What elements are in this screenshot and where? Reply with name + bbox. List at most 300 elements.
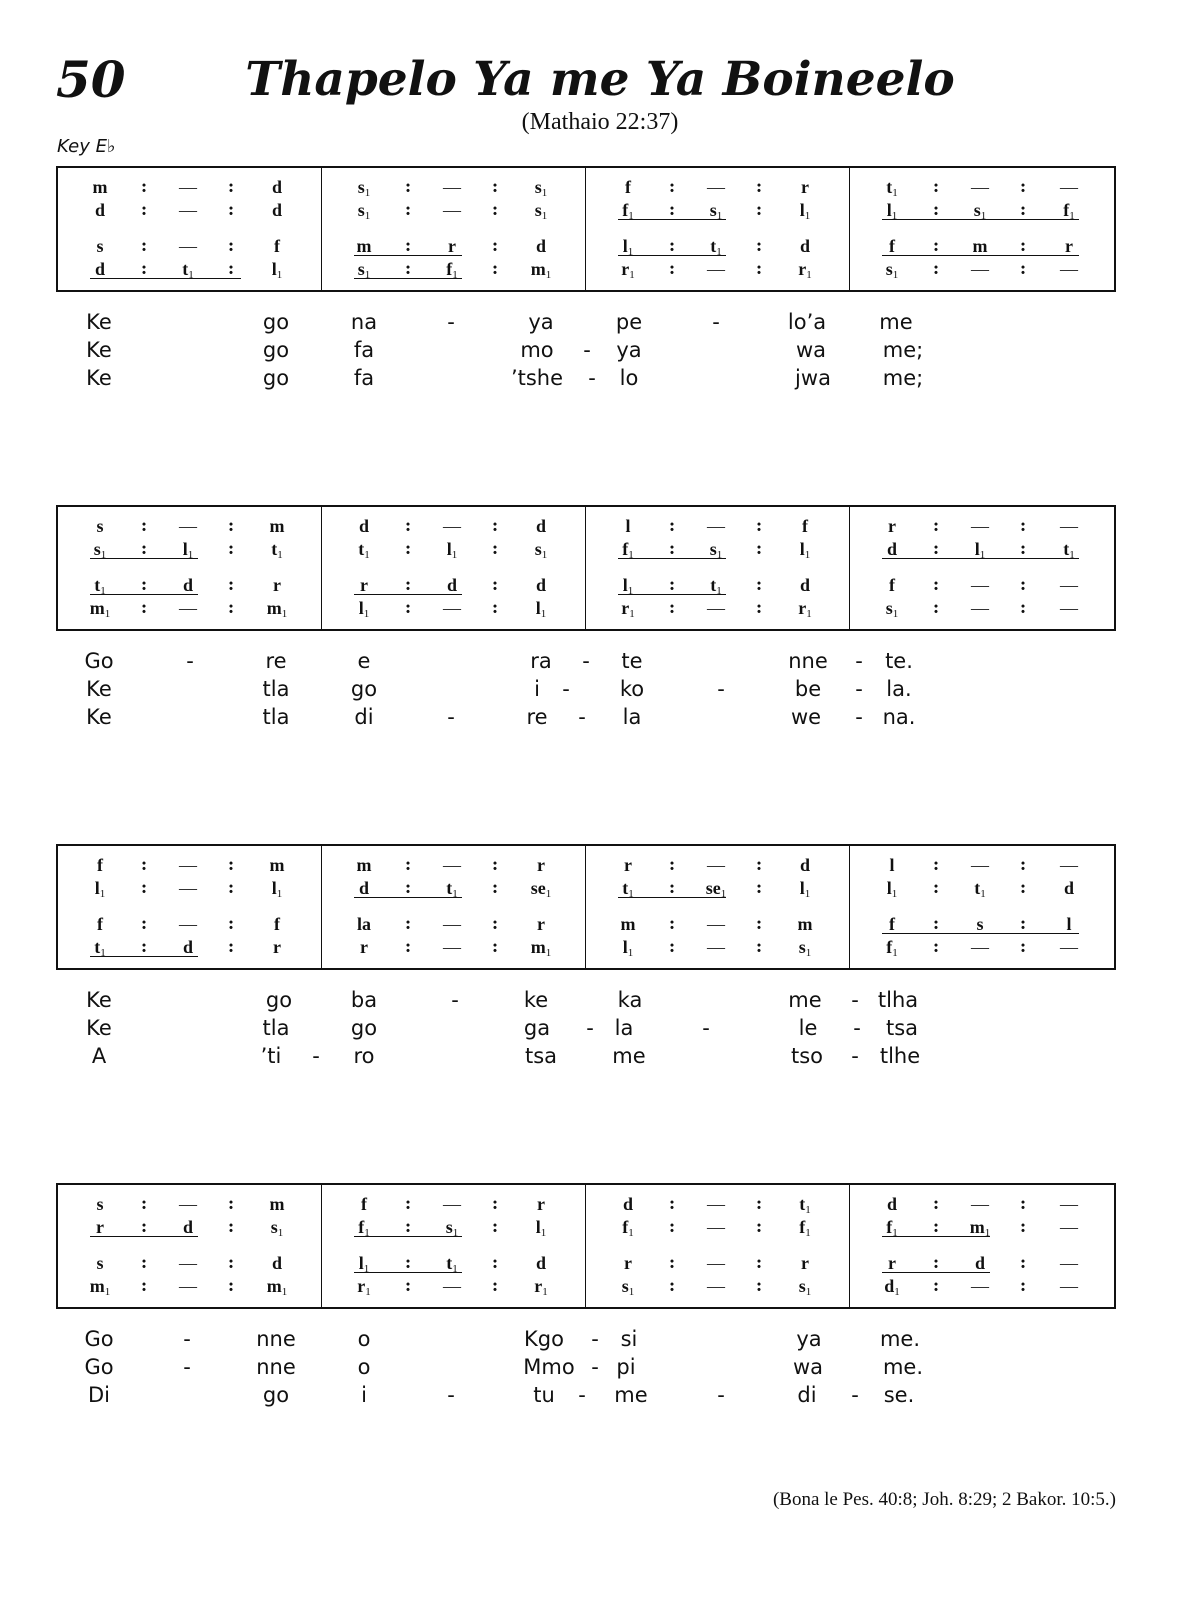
note-letter: m [620,914,636,934]
beat-separator: : [668,259,676,279]
solfa-note [349,538,379,566]
hold-dash: — [179,200,197,220]
lyric-syllable: se. [883,1383,915,1407]
hold-dash: — [1060,259,1078,279]
octave-mark: 1 [277,549,283,561]
octave-mark: 1 [892,269,899,281]
note-letter: m [969,1217,985,1237]
lyric-syllable: Kgo [524,1327,564,1351]
alto-part [850,1216,1114,1238]
hold-dash: — [707,259,725,279]
lyrics-block-2 [56,647,1116,731]
tenor-part [58,574,321,596]
octave-mark: 1 [364,269,371,281]
note-letter: d [886,539,897,559]
soprano-part [58,176,321,198]
octave-mark: 1 [542,1286,548,1298]
solfa-note [613,199,643,227]
syllable-hyphen: - [183,1355,191,1379]
octave-mark: 1 [627,246,634,258]
syllable-hyphen: - [717,677,725,701]
beat-separator: : [227,177,235,197]
solfa-note [85,235,115,257]
solfa-note [262,538,292,566]
lyric-syllable: me. [879,1327,921,1351]
beat-separator: : [491,236,499,256]
verse-3-line [56,364,1116,392]
solfa-note [173,258,203,286]
syllable-hyphen: - [702,1016,710,1040]
note-letter: s [534,177,542,197]
beat-separator: : [755,200,763,220]
beat-separator: : [227,598,235,618]
octave-mark: 1 [281,1286,288,1298]
note-letter: l [358,1253,364,1273]
note-letter: f [622,539,629,559]
solfa-note [965,199,995,227]
octave-mark: 1 [804,210,811,222]
music-system-1 [56,166,1116,292]
note-letter: f [799,1217,806,1237]
note-letter: s [357,259,365,279]
octave-mark: 1 [806,608,812,620]
syllable-hyphen: - [851,1383,859,1407]
soprano-part [586,854,849,876]
beat-separator: : [491,539,499,559]
beat-separator: : [227,1276,235,1296]
note-letter: l [622,236,628,256]
note-letter: d [886,1194,897,1214]
hold-dash: — [443,855,461,875]
note-letter: f [274,914,280,934]
soprano-part [322,176,585,198]
note-letter: l [886,200,892,220]
lyric-syllable: Go [84,1355,114,1379]
solfa-note [965,877,995,905]
note-letter: r [273,937,281,957]
octave-mark: 1 [716,246,722,258]
solfa-note [526,1252,556,1274]
hold-dash: — [179,516,197,536]
note-letter: r [888,1253,896,1273]
alto-part [58,877,321,899]
note-letter: t [446,1253,453,1273]
note-letter: d [974,1253,985,1273]
beat-separator: : [1019,1276,1027,1296]
note-letter: d [271,177,282,197]
note-letter: d [535,575,546,595]
solfa-note [526,854,556,876]
solfa-note [965,1216,995,1244]
solfa-note [613,877,643,905]
note-letter: d [799,575,810,595]
note-letter: d [358,878,369,898]
lyric-syllable: fa [353,366,375,390]
lyric-syllable: go [350,677,378,701]
hold-dash: — [971,1194,989,1214]
syllable-hyphen: - [851,988,859,1012]
note-letter: l [271,878,277,898]
alto-part [586,1216,849,1238]
lyrics-block-3 [56,986,1116,1070]
beat-separator: : [404,539,412,559]
note-letter: l [535,598,541,618]
note-letter: l [886,878,892,898]
beat-separator: : [1019,855,1027,875]
note-letter: f [889,575,895,595]
note-letter: f [802,516,808,536]
beat-separator: : [1019,236,1027,256]
beat-separator: : [755,914,763,934]
octave-mark: 1 [540,608,547,620]
beat-underline [354,897,462,898]
alto-part [322,877,585,899]
note-letter: d [1063,878,1074,898]
lyric-syllable: wa [792,1355,824,1379]
beat-underline [882,1272,990,1273]
solfa-note [349,199,379,227]
solfa-note [613,176,643,198]
beat-underline [882,219,1079,220]
note-letter: d [182,1217,193,1237]
octave-mark: 1 [892,187,898,199]
note-letter: r [357,1276,366,1296]
hold-dash: — [707,855,725,875]
lyric-syllable: mo [520,338,554,362]
lyric-syllable: me [614,1383,648,1407]
beat-separator: : [404,598,412,618]
beat-separator: : [227,236,235,256]
lyric-syllable: o [357,1327,371,1351]
solfa-note [701,199,731,227]
note-letter: s [885,259,893,279]
measure [58,507,322,629]
hold-dash: — [179,1194,197,1214]
note-letter: r [621,598,630,618]
syllable-hyphen: - [851,1044,859,1068]
lyric-syllable: pi [616,1355,636,1379]
solfa-note [262,515,292,537]
note-letter: r [360,937,368,957]
lyric-syllable: wa [795,338,827,362]
note-letter: f [886,1217,893,1237]
solfa-note [877,597,907,625]
lyric-syllable: go [262,1383,290,1407]
note-letter: m [269,516,285,536]
lyric-syllable: Ke [86,988,112,1012]
beat-separator: : [668,575,676,595]
beat-underline [90,1236,198,1237]
tenor-part [322,235,585,257]
beat-separator: : [227,516,235,536]
alto-part [322,199,585,221]
note-letter: m [530,259,546,279]
solfa-note [790,936,820,964]
octave-mark: 1 [364,187,371,199]
beat-separator: : [491,937,499,957]
lyric-syllable: ’ti [260,1044,282,1068]
key-signature: Key E♭ [57,136,116,157]
hold-dash: — [971,855,989,875]
beat-separator: : [932,598,940,618]
beat-underline [882,558,1079,559]
alto-part [586,538,849,560]
bass-part [322,936,585,958]
note-letter: d [182,575,193,595]
beat-separator: : [227,575,235,595]
beat-separator: : [668,1194,676,1214]
solfa-note [349,235,379,257]
note-letter: t [94,575,101,595]
beat-separator: : [755,598,763,618]
syllable-hyphen: - [582,649,590,673]
octave-mark: 1 [1069,549,1075,561]
beat-separator: : [227,259,235,279]
note-letter: r [801,1253,809,1273]
soprano-part [322,515,585,537]
tenor-part [586,1252,849,1274]
note-letter: s [270,1217,278,1237]
hold-dash: — [1060,855,1078,875]
octave-mark: 1 [363,1263,370,1275]
lyric-syllable: me; [882,366,924,390]
solfa-note [613,854,643,876]
note-letter: r [96,1217,104,1237]
beat-underline [354,1272,462,1273]
lyric-syllable: nne [788,649,828,673]
beat-separator: : [1019,914,1027,934]
verse-2-line [56,1014,1116,1042]
beat-separator: : [755,539,763,559]
octave-mark: 1 [100,549,107,561]
beat-separator: : [227,878,235,898]
lyric-syllable: ka [617,988,643,1012]
lyric-syllable: go [350,1016,378,1040]
soprano-part [58,1193,321,1215]
lyric-syllable: ya [616,338,642,362]
note-letter: f [274,236,280,256]
beat-separator: : [491,516,499,536]
lyric-syllable: te. [885,649,913,673]
solfa-note [526,936,556,964]
note-letter: t [271,539,278,559]
solfa-note [790,176,820,198]
beat-underline [618,558,726,559]
octave-mark: 1 [804,888,811,900]
solfa-note [262,1275,292,1303]
note-letter: r [448,236,456,256]
beat-separator: : [755,177,763,197]
beat-separator: : [491,177,499,197]
note-letter: r [888,516,896,536]
syllable-hyphen: - [591,1327,599,1351]
measure [58,1185,322,1307]
lyric-syllable: Ke [86,1016,112,1040]
alto-part [322,1216,585,1238]
bass-part [850,597,1114,619]
note-letter: r [621,259,630,279]
lyric-syllable: tla [262,677,290,701]
alto-part [58,538,321,560]
beat-underline [618,255,726,256]
note-letter: r [798,598,807,618]
solfa-note [262,258,292,286]
hold-dash: — [707,598,725,618]
hold-dash: — [971,259,989,279]
beat-separator: : [932,539,940,559]
solfa-note [437,1216,467,1244]
solfa-note [526,597,556,625]
measure [586,168,850,290]
note-letter: f [446,259,453,279]
syllable-hyphen: - [578,705,586,729]
note-letter: d [94,200,105,220]
soprano-part [850,176,1114,198]
note-letter: d [94,259,105,279]
solfa-note [1054,538,1084,566]
solfa-note [877,199,907,227]
beat-separator: : [932,1253,940,1273]
octave-mark: 1 [540,1227,547,1239]
beat-separator: : [668,937,676,957]
syllable-hyphen: - [312,1044,320,1068]
measure [586,846,850,968]
footer-reference: (Bona le Pes. 40:8; Joh. 8:29; 2 Bakor. 10:5.) [772,1489,1116,1510]
note-letter: d [271,200,282,220]
tenor-part [850,574,1114,596]
solfa-note [790,574,820,596]
hold-dash: — [443,177,461,197]
syllable-hyphen: - [447,310,455,334]
beat-separator: : [404,177,412,197]
beat-separator: : [668,177,676,197]
lyric-syllable: me. [882,1355,924,1379]
lyrics-block-1 [56,308,1116,392]
solfa-note [262,176,292,198]
lyric-syllable: na. [882,705,916,729]
syllable-hyphen: - [578,1383,586,1407]
solfa-note [790,1216,820,1244]
solfa-note [349,877,379,899]
beat-separator: : [755,1217,763,1237]
lyric-syllable: tla [262,1016,290,1040]
note-letter: l [799,539,805,559]
solfa-note [526,538,556,566]
note-letter: t [974,878,981,898]
lyric-syllable: pe [615,310,643,334]
syllable-hyphen: - [591,1355,599,1379]
hold-dash: — [443,598,461,618]
lyric-syllable: ’tshe [510,366,564,390]
note-letter: s [96,1253,104,1273]
measure [586,507,850,629]
solfa-note [262,913,292,935]
note-letter: s [621,1276,629,1296]
note-letter: m [972,236,988,256]
note-letter: d [535,236,546,256]
beat-separator: : [140,236,148,256]
lyric-syllable: Ke [86,310,112,334]
note-letter: t [710,575,717,595]
note-letter: f [358,1217,365,1237]
solfa-note [85,515,115,537]
octave-mark: 1 [451,549,458,561]
note-letter: r [624,855,632,875]
beat-separator: : [140,516,148,536]
bass-part [586,597,849,619]
beat-separator: : [491,855,499,875]
solfa-note [1054,877,1084,899]
beat-separator: : [755,937,763,957]
solfa-note [262,235,292,257]
alto-part [586,199,849,221]
lyric-syllable: te [621,649,643,673]
beat-separator: : [140,878,148,898]
soprano-part [322,1193,585,1215]
lyric-syllable: la [614,1016,634,1040]
lyric-syllable: me [788,988,822,1012]
note-letter: m [530,937,546,957]
note-letter: m [89,598,105,618]
lyric-syllable: le [798,1016,818,1040]
beat-underline [354,594,462,595]
hold-dash: — [443,1194,461,1214]
note-letter: t [886,177,893,197]
note-letter: s [96,516,104,536]
lyric-syllable: ra [530,649,552,673]
solfa-note [526,515,556,537]
solfa-note [349,515,379,537]
syllable-hyphen: - [712,310,720,334]
beat-separator: : [932,1217,940,1237]
tenor-part [322,574,585,596]
beat-separator: : [1019,878,1027,898]
note-letter: f [361,1194,367,1214]
solfa-note [613,1275,643,1303]
solfa-note [349,936,379,958]
beat-separator: : [140,177,148,197]
solfa-note [85,176,115,198]
solfa-note [701,877,731,905]
beat-separator: : [491,1253,499,1273]
lyric-syllable: ba [350,988,378,1012]
bass-part [586,1275,849,1297]
note-letter: f [889,914,895,934]
lyric-syllable: la. [886,677,912,701]
solfa-note [526,199,556,227]
beat-separator: : [755,516,763,536]
note-letter: t [622,878,629,898]
beat-separator: : [140,539,148,559]
solfa-note [790,258,820,286]
beat-underline [618,897,726,898]
note-letter: r [537,914,545,934]
note-letter: m [269,855,285,875]
beat-separator: : [1019,1253,1027,1273]
solfa-note [349,1216,379,1244]
bass-part [58,258,321,280]
note-letter: m [356,855,372,875]
bass-part [322,597,585,619]
solfa-note [349,913,379,935]
beat-separator: : [1019,937,1027,957]
beat-separator: : [932,200,940,220]
beat-separator: : [932,1276,940,1296]
measure [850,168,1114,290]
measure [850,846,1114,968]
beat-separator: : [755,575,763,595]
soprano-part [850,854,1114,876]
